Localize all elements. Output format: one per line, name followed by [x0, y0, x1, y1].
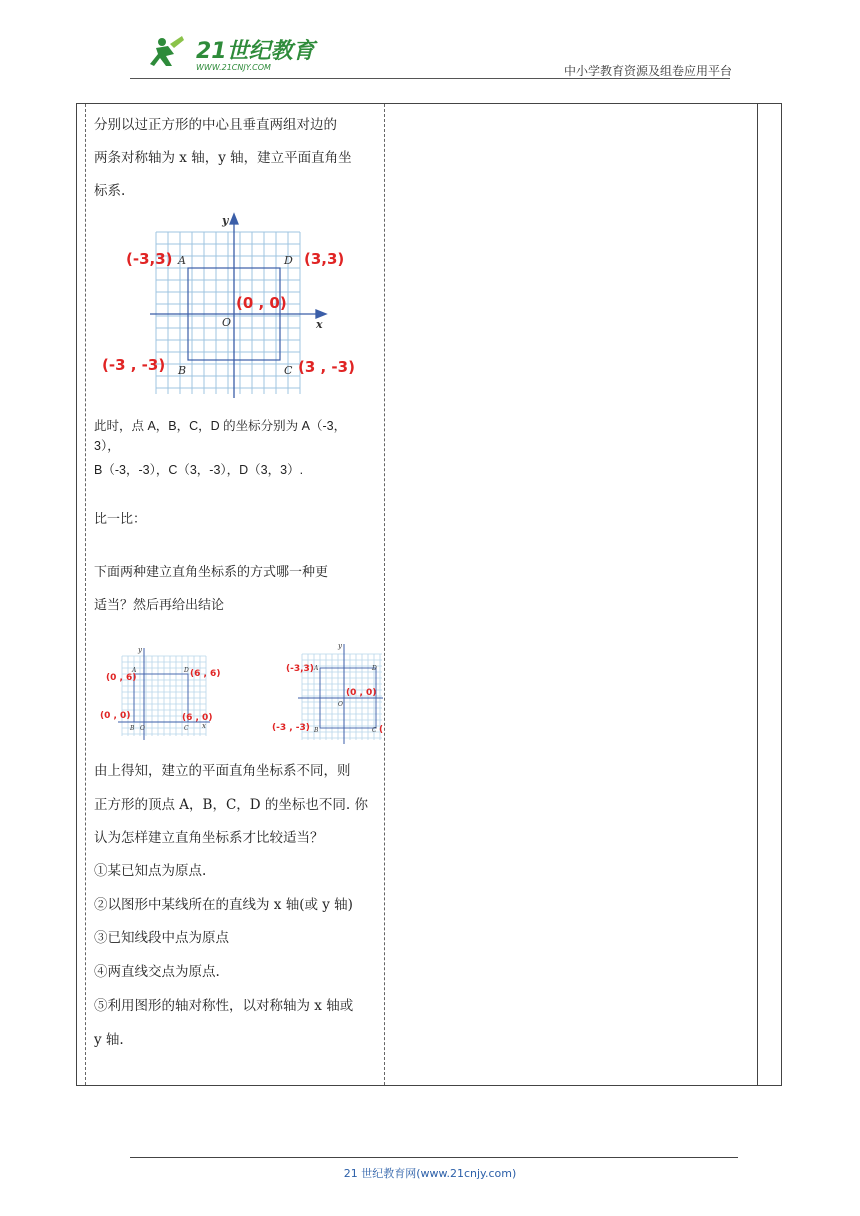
- point-a: A: [132, 667, 137, 674]
- axis-x-label: x: [316, 318, 323, 331]
- para4-line3: 认为怎样建立直角坐标系才比较适当？: [94, 830, 324, 846]
- para4-line2: 正方形的顶点 A，B，C，D 的坐标也不同. 你: [94, 797, 368, 813]
- coord-a: (-3,3): [286, 664, 314, 674]
- point-d: D: [284, 254, 293, 267]
- coord-a: (0 , 6): [106, 673, 137, 683]
- runner-icon: [150, 36, 184, 66]
- para3-line1: 下面两种建立直角坐标系的方式哪一种更: [94, 564, 329, 579]
- axis-y-label: y: [338, 642, 342, 650]
- axis-y-label: y: [138, 646, 142, 654]
- para2-line1: 此时，点 A，B，C，D 的坐标分别为 A（-3，: [94, 419, 347, 433]
- origin-label: O: [140, 725, 145, 732]
- axis-x-label: x: [202, 722, 206, 730]
- origin-label: O: [338, 701, 343, 708]
- point-d: D: [184, 667, 189, 674]
- origin-label: O: [222, 316, 232, 329]
- list-item-3: ③已知线段中点为原点: [94, 930, 229, 946]
- para2-line3: B（-3，-3），C（3，-3），D（3，3）.: [94, 463, 304, 477]
- list-item-4: ④两直线交点为原点.: [94, 964, 220, 980]
- figure-square-centered-small: [268, 634, 383, 746]
- point-d: D: [372, 665, 377, 672]
- cell-divider: [384, 104, 385, 1085]
- point-b: B: [314, 727, 319, 734]
- para3-line2: 适当？然后再给出结论: [94, 597, 225, 612]
- cell-left-border: [85, 104, 86, 1085]
- cell-right-divider: [757, 104, 758, 1085]
- footer-link[interactable]: 21 世纪教育网(www.21cnjy.com): [343, 1167, 517, 1180]
- list-item-1: ①某已知点为原点.: [94, 863, 207, 879]
- coord-d: (6 , 6): [190, 669, 221, 679]
- coord-b: (-3 , -3): [102, 356, 166, 374]
- site-logo: [148, 32, 318, 76]
- point-c: C: [284, 364, 293, 377]
- para1-line3: 标系.: [94, 183, 126, 199]
- point-b: B: [130, 725, 135, 732]
- point-c: C: [372, 727, 377, 734]
- para2-line2: 3），: [94, 439, 120, 453]
- point-b: B: [178, 364, 187, 377]
- coord-o: (0 , 0): [236, 294, 287, 312]
- coord-c: (6 , 0): [182, 713, 213, 723]
- list-item-5-cont: y 轴.: [94, 1032, 124, 1048]
- coord-c: (: [379, 725, 383, 735]
- footer-divider: [130, 1157, 738, 1158]
- figure-square-corner: [98, 640, 238, 744]
- para1-line1: 分别以过正方形的中心且垂直两组对边的: [94, 117, 337, 133]
- point-a: A: [178, 254, 186, 267]
- figure-square-centered: [96, 208, 366, 400]
- list-item-2: ②以图形中某线所在的直线为 x 轴(或 y 轴): [94, 897, 353, 913]
- coord-b: (0 , 0): [100, 711, 131, 721]
- compare-title: 比一比：: [94, 511, 147, 526]
- coord-d: (3,3): [304, 250, 345, 268]
- axis-y-label: y: [222, 214, 229, 227]
- coord-c: (3 , -3): [298, 358, 355, 376]
- coord-o: (0 , 0): [346, 688, 377, 698]
- para4-line1: 由上得知，建立的平面直角坐标系不同，则: [94, 763, 351, 779]
- list-item-5: ⑤利用图形的轴对称性，以对称轴为 x 轴或: [94, 998, 354, 1014]
- logo-url: WWW.21CNJY.COM: [196, 63, 271, 72]
- logo-text: 21世纪教育: [196, 39, 315, 64]
- coord-b: (-3 , -3): [272, 723, 310, 733]
- coord-a: (-3,3): [126, 250, 173, 268]
- header-platform-text: 中小学教育资源及组卷应用平台: [563, 64, 732, 78]
- para1-line2: 两条对称轴为 x 轴，y 轴，建立平面直角坐: [94, 150, 352, 166]
- point-a: A: [314, 665, 319, 672]
- point-c: C: [184, 725, 189, 732]
